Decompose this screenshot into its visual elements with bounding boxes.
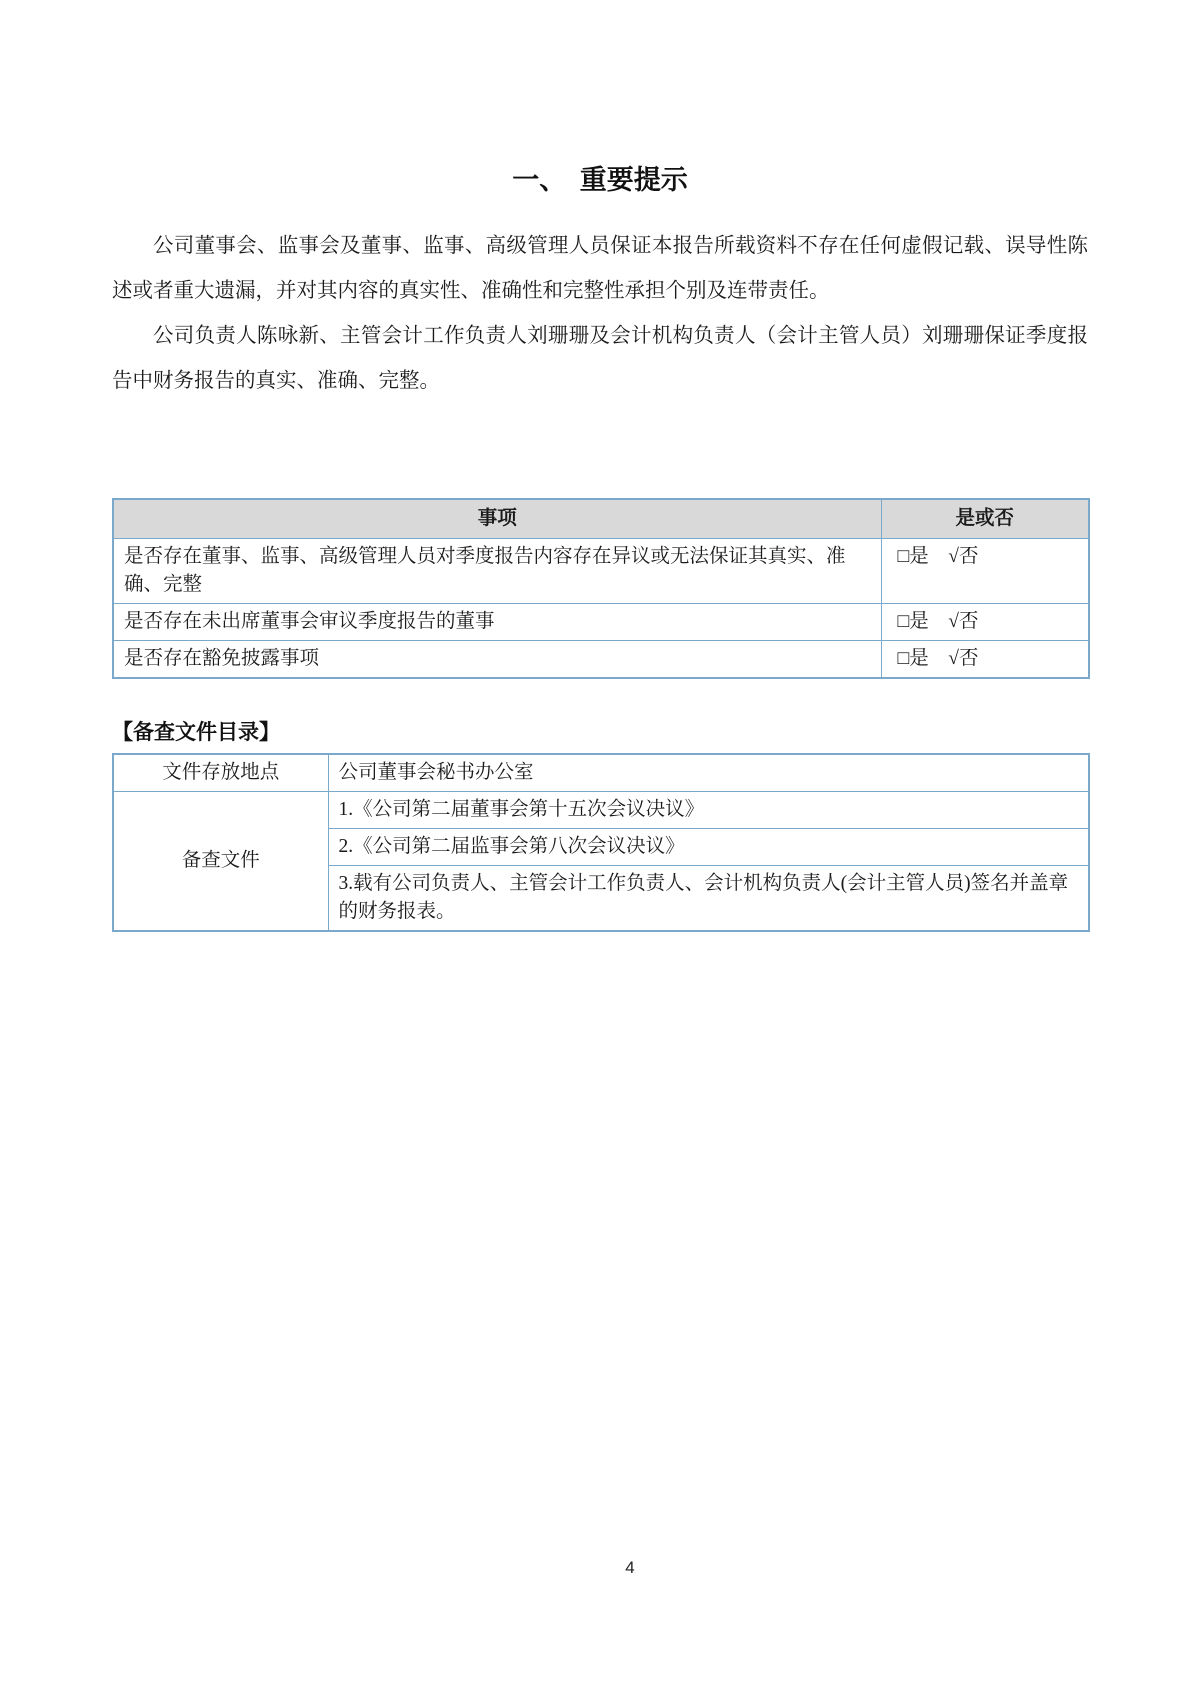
documents-label-cell: 备查文件	[113, 792, 328, 932]
answer-cell: □是 √否	[881, 604, 1089, 641]
document-item-cell: 1.《公司第二届董事会第十五次会议决议》	[328, 792, 1089, 829]
document-item-cell: 3.载有公司负责人、主管会计工作负责人、会计机构负责人(会计主管人员)签名并盖章的财务报表。	[328, 866, 1089, 932]
matters-table	[112, 498, 1090, 679]
table-row	[113, 539, 1089, 604]
table-row	[113, 792, 1089, 829]
table-row	[113, 641, 1089, 679]
storage-location-value-cell: 公司董事会秘书办公室	[328, 754, 1089, 792]
documents-table	[112, 753, 1090, 932]
documents-directory-heading: 【备查文件目录】	[112, 720, 280, 744]
matter-cell: 是否存在豁免披露事项	[113, 641, 881, 679]
matters-header-yesno: 是或否	[881, 499, 1089, 539]
matters-header-matter: 事项	[113, 499, 881, 539]
matter-cell: 是否存在董事、监事、高级管理人员对季度报告内容存在异议或无法保证其真实、准确、完整	[113, 539, 881, 604]
matter-cell: 是否存在未出席董事会审议季度报告的董事	[113, 604, 881, 641]
answer-cell: □是 √否	[881, 641, 1089, 679]
answer-cell: □是 √否	[881, 539, 1089, 604]
document-item-cell: 2.《公司第二届监事会第八次会议决议》	[328, 829, 1089, 866]
matters-header-row	[113, 499, 1089, 539]
paragraph-responsibility: 公司董事会、监事会及董事、监事、高级管理人员保证本报告所载资料不存在任何虚假记载、误导性陈述或者重大遗漏，并对其内容的真实性、准确性和完整性承担个别及连带责任。	[112, 235, 1088, 302]
page-content	[112, 0, 1088, 932]
section-title: 一、 重要提示	[512, 165, 688, 195]
table-row	[113, 604, 1089, 641]
table-row	[113, 754, 1089, 792]
paragraph-assurance: 公司负责人陈咏新、主管会计工作负责人刘珊珊及会计机构负责人（会计主管人员）刘珊珊保证季度报告中财务报告的真实、准确、完整。	[112, 325, 1088, 392]
page-number: 4	[625, 1558, 635, 1577]
storage-location-label-cell: 文件存放地点	[113, 754, 328, 792]
